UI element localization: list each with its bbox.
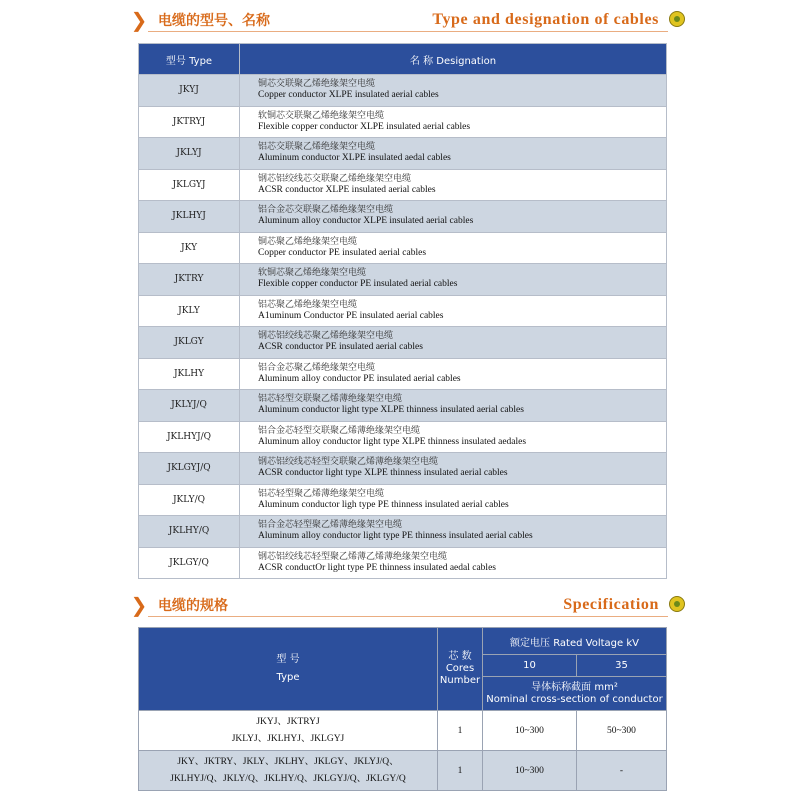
table-row — [139, 484, 667, 516]
table-row — [139, 232, 667, 264]
chevron-right-icon: ❯ — [130, 8, 148, 32]
designation-en: ACSR conductor XLPE insulated aerial cables — [258, 184, 436, 195]
table-row — [139, 358, 667, 390]
table-row — [139, 264, 667, 296]
spec-header-type — [139, 628, 438, 711]
designation-zh: 铝芯轻型交联聚乙烯薄绝缘架空电缆 — [258, 394, 403, 405]
table-row — [139, 547, 667, 579]
table-row — [139, 201, 667, 233]
designation-zh: 铝芯聚乙烯绝缘架空电缆 — [258, 299, 358, 310]
designation-en: A1uminum Conductor PE insulated aerial cables — [258, 310, 444, 321]
designation-zh: 钢芯铝绞线芯轻型聚乙烯薄乙烯薄绝缘架空电缆 — [258, 551, 448, 562]
designation-cell — [240, 264, 667, 296]
spec-header-cores-en2: Number — [439, 675, 481, 686]
table-row — [139, 295, 667, 327]
designation-cell — [240, 453, 667, 485]
spec-header-cores-zh: 芯 数 — [448, 651, 472, 662]
section-divider — [148, 616, 668, 617]
type-cell: JKLYJ — [139, 138, 240, 170]
table-row — [139, 106, 667, 138]
designation-cell — [240, 358, 667, 390]
designation-cell — [240, 75, 667, 107]
designation-en: Aluminum alloy conductor light type PE thinness insulated aerial cables — [258, 531, 533, 542]
designation-en: Aluminum conductor ligh type PE thinness insulated aerial cables — [258, 499, 509, 510]
designation-cell — [240, 484, 667, 516]
type-cell: JKLY/Q — [139, 484, 240, 516]
type-cell: JKLHYJ/Q — [139, 421, 240, 453]
designation-cell — [240, 295, 667, 327]
designation-zh: 铝芯交联聚乙烯绝缘架空电缆 — [258, 142, 376, 153]
designation-cell — [240, 516, 667, 548]
section-header-designation — [130, 9, 685, 31]
section-header-specification — [130, 594, 685, 616]
designation-cell — [240, 547, 667, 579]
type-cell: JKLHY/Q — [139, 516, 240, 548]
spec-cores-cell: 1 — [438, 751, 483, 791]
designation-cell — [240, 201, 667, 233]
designation-en: ACSR conductOr light type PE thinness insulated aedal cables — [258, 562, 496, 573]
table-row — [139, 138, 667, 170]
table-row — [139, 751, 667, 791]
designation-zh: 钢芯铝绞线芯聚乙烯绝缘架空电缆 — [258, 331, 394, 342]
type-cell: JKLYJ/Q — [139, 390, 240, 422]
spec-type-line: JKYJ、JKTRYJ — [256, 716, 320, 727]
table-row — [139, 711, 667, 751]
spec-type-cell — [139, 751, 438, 791]
type-cell: JKLHYJ — [139, 201, 240, 233]
designation-en: Aluminum conductor XLPE insulated aedal cables — [258, 153, 451, 164]
table-row — [139, 75, 667, 107]
type-cell: JKYJ — [139, 75, 240, 107]
designation-cell — [240, 106, 667, 138]
type-cell: JKLY — [139, 295, 240, 327]
designation-cell — [240, 327, 667, 359]
designation-zh: 铜芯聚乙烯绝缘架空电缆 — [258, 236, 358, 247]
table-row — [139, 516, 667, 548]
designation-en: ACSR conductor PE insulated aerial cables — [258, 342, 423, 353]
spec-type-line: JKLHYJ/Q、JKLY/Q、JKLHY/Q、JKLGYJ/Q、JKLGY/Q — [170, 773, 406, 784]
type-cell: JKLHY — [139, 358, 240, 390]
section-title-en: Type and designation of cables — [432, 11, 659, 28]
section-title-en: Specification — [563, 596, 659, 613]
spec-type-line: JKY、JKTRY、JKLY、JKLHY、JKLGY、JKLYJ/Q、 — [177, 756, 399, 767]
type-cell: JKTRYJ — [139, 106, 240, 138]
spec-header-cores — [438, 628, 483, 711]
designation-zh: 铜芯交联聚乙烯绝缘架空电缆 — [258, 79, 376, 90]
specification-table — [138, 627, 667, 791]
designation-zh: 铝合金芯轻型聚乙烯薄绝缘架空电缆 — [258, 520, 403, 531]
designation-cell — [240, 421, 667, 453]
section-divider — [148, 31, 668, 32]
type-cell: JKTRY — [139, 264, 240, 296]
designation-zh: 铝合金芯聚乙烯绝缘架空电缆 — [258, 362, 376, 373]
type-cell: JKLGY/Q — [139, 547, 240, 579]
designation-zh: 钢芯铝绞线芯交联聚乙烯绝缘架空电缆 — [258, 173, 412, 184]
spec-type-cell — [139, 711, 438, 751]
type-cell: JKY — [139, 232, 240, 264]
designation-zh: 铝合金芯轻型交联聚乙烯薄绝缘架空电缆 — [258, 425, 421, 436]
badge-icon — [669, 11, 685, 27]
type-cell: JKLGY — [139, 327, 240, 359]
spec-cores-cell: 1 — [438, 711, 483, 751]
spec-header-v10: 10 — [483, 655, 577, 677]
designation-zh: 软铜芯交联聚乙烯绝缘架空电缆 — [258, 110, 385, 121]
chevron-right-icon: ❯ — [130, 593, 148, 617]
designation-en: Aluminum alloy conductor light type XLPE thinness insulated aedales — [258, 436, 527, 447]
spec-type-line: JKLYJ、JKLHYJ、JKLGYJ — [231, 733, 345, 744]
designation-zh: 软铜芯聚乙烯绝缘架空电缆 — [258, 268, 367, 279]
spec-v10-cell: 10~300 — [483, 751, 577, 791]
designation-en: Copper conductor PE insulated aerial cables — [258, 247, 427, 258]
designation-en: Aluminum conductor light type XLPE thinness insulated aerial cables — [258, 405, 524, 416]
designation-cell — [240, 232, 667, 264]
spec-v35-cell: - — [577, 751, 667, 791]
section-title-zh: 电缆的型号、名称 — [158, 13, 270, 29]
designation-en: Flexible copper conductor PE insulated aerial cables — [258, 279, 458, 290]
spec-header-type-en: Type — [276, 672, 300, 683]
spec-header-section-zh: 导体标称截面 mm² — [531, 681, 618, 693]
designation-zh: 铝合金芯交联聚乙烯绝缘架空电缆 — [258, 205, 394, 216]
spec-header-voltage: 额定电压 Rated Voltage kV — [483, 628, 667, 655]
designation-en: Aluminum alloy conductor PE insulated aerial cables — [258, 373, 461, 384]
spec-v10-cell: 10~300 — [483, 711, 577, 751]
designation-cell — [240, 138, 667, 170]
table-row — [139, 390, 667, 422]
table-row — [139, 169, 667, 201]
designation-zh: 铝芯轻型聚乙烯薄绝缘架空电缆 — [258, 488, 385, 499]
spec-header-type-zh: 型 号 — [276, 654, 300, 665]
header-designation: 名 称 Designation — [240, 44, 667, 75]
designation-cell — [240, 390, 667, 422]
section-title-zh: 电缆的规格 — [158, 598, 228, 614]
type-cell: JKLGYJ/Q — [139, 453, 240, 485]
table-row — [139, 327, 667, 359]
designation-en: ACSR conductor light type XLPE thinness insulated aerial cables — [258, 468, 508, 479]
table-header-row — [139, 44, 667, 75]
designation-zh: 钢芯铝绞线芯轻型交联聚乙烯薄绝缘架空电缆 — [258, 457, 439, 468]
spec-header-section-en: Nominal cross-section of conductor — [486, 693, 663, 705]
spec-header-cores-en: Cores — [445, 663, 475, 674]
designation-table — [138, 43, 667, 579]
badge-icon — [669, 596, 685, 612]
spec-v35-cell: 50~300 — [577, 711, 667, 751]
type-cell: JKLGYJ — [139, 169, 240, 201]
spec-header-section — [483, 677, 667, 711]
designation-en: Copper conductor XLPE insulated aerial cables — [258, 90, 439, 101]
designation-en: Flexible copper conductor XLPE insulated aerial cables — [258, 121, 471, 132]
header-type: 型号 Type — [139, 44, 240, 75]
table-row — [139, 421, 667, 453]
spec-header-v35: 35 — [577, 655, 667, 677]
table-row — [139, 453, 667, 485]
designation-en: Aluminum alloy conductor XLPE insulated aerial cables — [258, 216, 474, 227]
designation-cell — [240, 169, 667, 201]
